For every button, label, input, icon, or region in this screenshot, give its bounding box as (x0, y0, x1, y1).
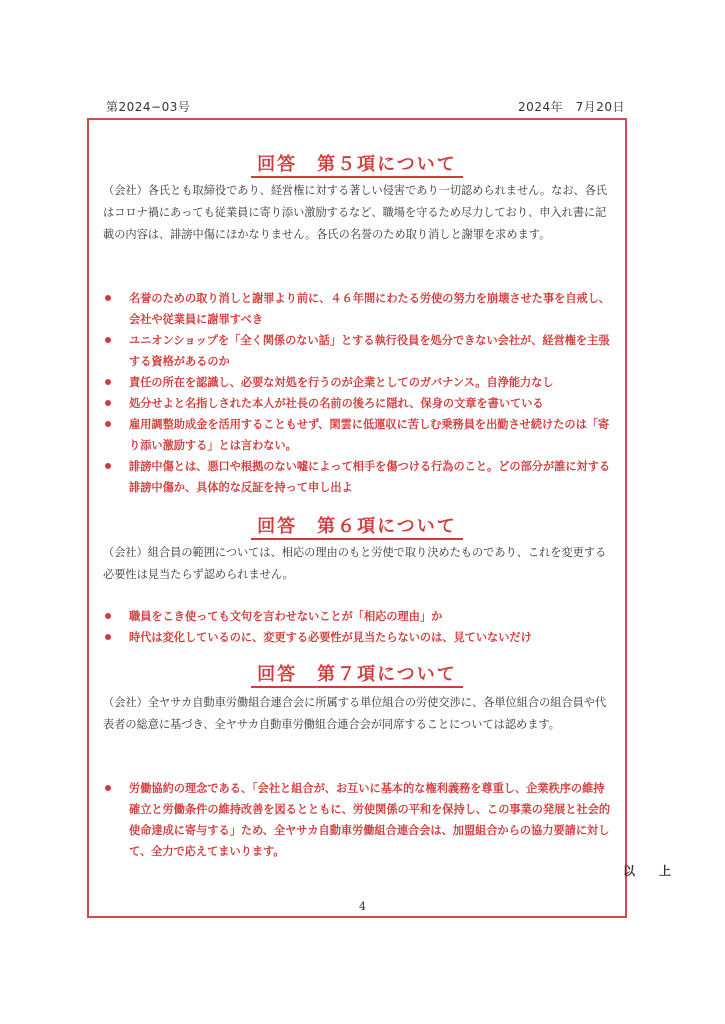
section-5-title: 回答 第５項について (89, 150, 625, 176)
document-number: 第2024−03号 (106, 100, 191, 114)
list-item: 誹謗中傷とは、悪口や根拠のない嘘によって相手を傷つける行為のこと。どの部分が誰に対する誹謗中傷か、具体的な反証を持って申し出よ (103, 456, 611, 498)
bullet-icon (105, 463, 111, 469)
list-item: 名誉のための取り消しと謝罪より前に、４６年間にわたる労使の努力を崩壊させた事を自戒し、会社や従業員に謝罪すべき (103, 288, 611, 330)
section-5-points (103, 288, 611, 498)
list-item: 時代は変化しているのに、変更する必要性が見当たらないのは、見ていないだけ (103, 627, 611, 648)
bullet-icon (105, 634, 111, 640)
bullet-icon (105, 400, 111, 406)
bullet-icon (105, 295, 111, 301)
bullet-icon (105, 421, 111, 427)
bullet-icon (105, 785, 111, 791)
bullet-icon (105, 379, 111, 385)
section-7-title: 回答 第７項について (89, 660, 625, 686)
bullet-icon (105, 613, 111, 619)
document-date: 2024年 7月20日 (518, 100, 625, 114)
document-frame (87, 118, 627, 918)
closing-mark: 以 上 (622, 864, 677, 878)
section-5-company-reply: （会社）各氏とも取締役であり、経営権に対する著しい侵害であり一切認められません。なお、各氏はコロナ禍にあっても従業員に寄り添い激励するなど、職場を守るため尽力しており、申入れ書に記載の内容は、誹謗中傷にほかなりません。各氏の名誉のため取り消しと謝罪を求めます。 (103, 184, 608, 241)
page-number: 4 (359, 900, 366, 913)
list-item: 雇用調整助成金を活用することもせず、閑雲に低運収に苦しむ乗務員を出勤させ続けたのは「寄り添い激励する」とは言わない。 (103, 414, 611, 456)
section-7-company-reply: （会社）全ヤサカ自動車労働組合連合会に所属する単位組合の労使交渉に、各単位組合の組合員や代表者の総意に基づき、全ヤサカ自動車労働組合連合会が同席することについては認めます。 (103, 696, 607, 731)
bullet-icon (105, 337, 111, 343)
section-6-title: 回答 第６項について (89, 512, 625, 538)
list-item: 処分せよと名指しされた本人が社長の名前の後ろに隠れ、保身の文章を書いている (103, 393, 611, 414)
section-7-points (103, 778, 611, 862)
list-item: 責任の所在を認識し、必要な対処を行うのが企業としてのガバナンス。自浄能力なし (103, 372, 611, 393)
section-6-company-reply: （会社）組合員の範囲については、相応の理由のもと労使で取り決めたものであり、これを変更する必要性は見当たらず認められません。 (103, 546, 607, 581)
list-item: 労働協約の理念である、「会社と組合が、お互いに基本的な権利義務を尊重し、企業秩序の維持確立と労働条件の維持改善を図るとともに、労使関係の平和を保持し、この事業の発展と社会的使命達成に寄与する」ため、全ヤサカ自動車労働組合連合会は、加盟組合からの協力要請に対して、全力で応えてまいります。 (103, 778, 611, 862)
section-6-points (103, 606, 611, 648)
list-item: 職員をこき使っても文句を言わせないことが「相応の理由」か (103, 606, 611, 627)
list-item: ユニオンショップを「全く関係のない話」とする執行役員を処分できない会社が、経営権を主張する資格があるのか (103, 330, 611, 372)
